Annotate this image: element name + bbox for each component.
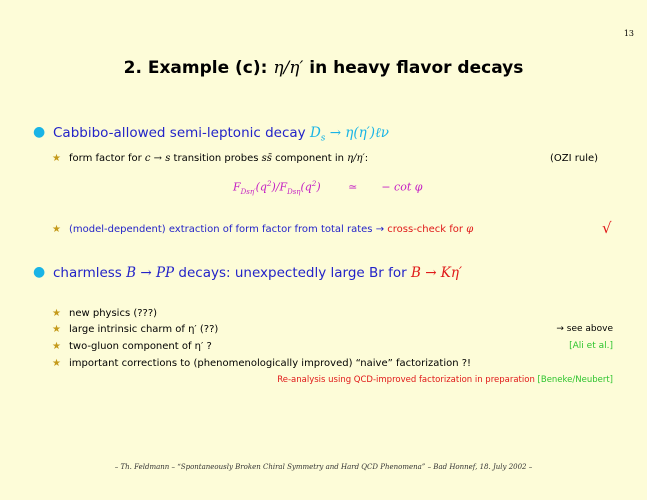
star-icon: ★ bbox=[52, 153, 61, 164]
ozi-rule-label: (OZI rule) bbox=[550, 153, 599, 164]
star-icon: ★ bbox=[52, 358, 61, 369]
star-icon: ★ bbox=[52, 324, 61, 335]
see-above-note: → see above bbox=[556, 324, 613, 334]
star-icon: ★ bbox=[52, 308, 61, 319]
bullet1-math: $D_s$ → η(η′)ℓν bbox=[309, 125, 389, 144]
bullet-dot-icon: ● bbox=[33, 124, 46, 140]
reanalysis-note: Re-analysis using QCD-improved factorization in preparation [Beneke/Neubert] bbox=[277, 375, 613, 385]
title-prefix: 2. Example (c): bbox=[123, 58, 274, 78]
checkmark-icon: √ bbox=[602, 219, 612, 237]
star-icon: ★ bbox=[52, 224, 61, 235]
star-icon: ★ bbox=[52, 341, 61, 352]
page-number: 13 bbox=[623, 29, 634, 38]
slide-title bbox=[0, 58, 647, 78]
bullet1-text: Cabbibo-allowed semi-leptonic decay bbox=[53, 125, 310, 141]
title-suffix: in heavy flavor decays bbox=[303, 58, 524, 78]
formula: $F_{Ds\eta'}(q^2)/F_{Ds\eta}(q^2)$ ≃ − cot φ bbox=[233, 180, 423, 196]
title-math: η/η′ bbox=[273, 58, 304, 78]
ali-reference: [Ali et al.] bbox=[569, 341, 613, 351]
footer: – Th. Feldmann – “Spontaneously Broken Chiral Symmetry and Hard QCD Phenomena” – Bad Honnef, 18. July 2002 – bbox=[114, 463, 533, 471]
bullet-dot-icon: ● bbox=[33, 264, 46, 280]
